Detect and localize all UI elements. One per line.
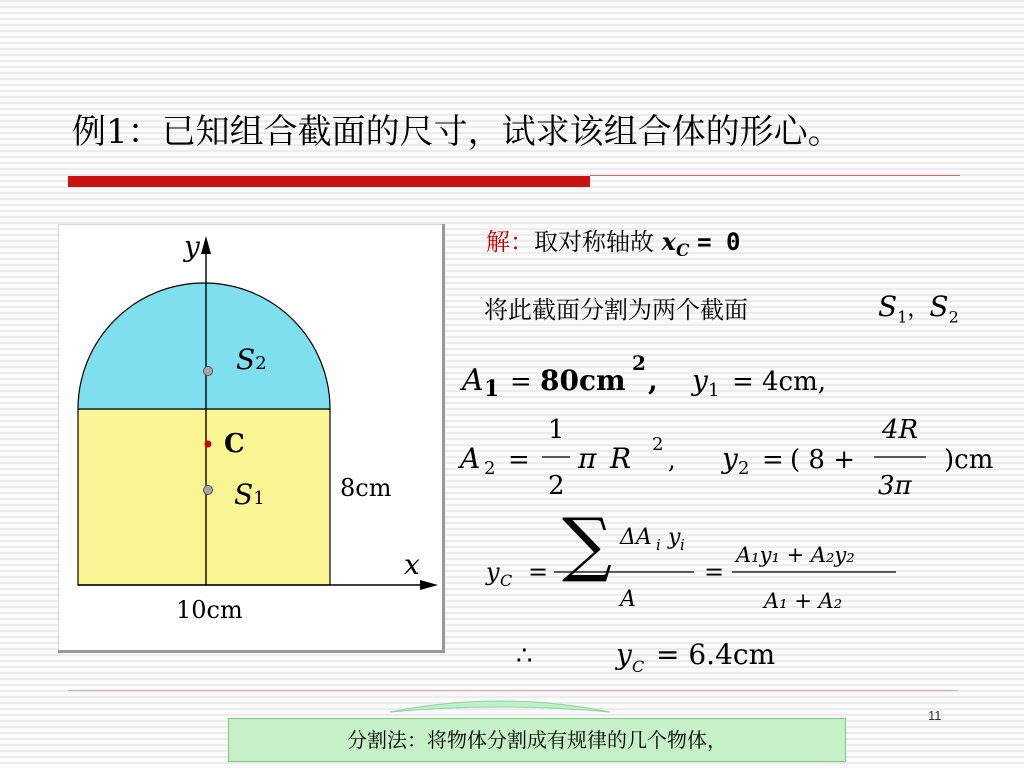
a2-frac-num: 1 — [548, 415, 565, 445]
semicircle-s2 — [78, 283, 330, 409]
y-axis-label: y — [184, 230, 200, 263]
equation-a2-y2 — [456, 410, 1022, 506]
yc-formula-equals-1: = — [528, 558, 549, 586]
solution-line-2 — [484, 290, 748, 325]
figure-panel — [58, 224, 445, 653]
a2-var: A — [460, 442, 481, 475]
xc-var: x — [661, 227, 676, 256]
y2-var: y — [722, 442, 738, 475]
a1-exp: 2 — [632, 351, 646, 375]
result-sub: C — [632, 657, 645, 676]
a2-comma: , — [668, 446, 676, 474]
arrow-shape — [390, 701, 610, 712]
solution-label: 解： — [486, 228, 534, 256]
num1-delta-a: ΔA — [620, 525, 652, 550]
y2-frac-den: 3π — [878, 471, 912, 501]
decorative-arrow — [380, 690, 620, 720]
equation-a1-y1 — [456, 346, 876, 406]
dimension-height: 8cm — [340, 474, 392, 502]
equation-result — [512, 626, 812, 682]
s2-sub: 2 — [948, 307, 959, 327]
centroid-dot-s2 — [204, 367, 213, 376]
result-value: = 6.4cm — [656, 638, 776, 671]
y2-close: )cm — [944, 445, 994, 475]
dimension-width: 10cm — [176, 596, 243, 624]
a2-r: R — [610, 442, 632, 475]
s2-name: S — [929, 290, 949, 323]
num2-expression: A₁y₁ + A₂y₂ — [736, 543, 855, 567]
y2-sub: 2 — [738, 458, 750, 479]
num1-y: y — [668, 525, 681, 550]
y2-open: ( 8 + — [790, 445, 855, 475]
equation-yc-formula — [482, 500, 902, 626]
den2-expression: A₁ + A₂ — [764, 589, 843, 613]
title-underline-thin — [590, 175, 960, 176]
s1-sub: 1 — [897, 307, 908, 327]
a2-sub: 2 — [484, 458, 496, 479]
label-s1: S1 — [234, 478, 265, 511]
a2-exp: 2 — [652, 434, 664, 455]
rectangle-s1 — [78, 409, 330, 585]
a1-value: 80cm — [540, 364, 626, 397]
xc-value: = 0 — [697, 228, 741, 256]
sigma-symbol: ∑ — [562, 503, 612, 585]
s1-name: S — [878, 290, 898, 323]
note-box: 分割法：将物体分割成有规律的几个物体， — [228, 718, 846, 762]
a1-var: A — [462, 363, 484, 398]
a1-equals: = — [510, 367, 532, 397]
num1-y-sub: i — [680, 536, 685, 554]
composite-section-figure — [58, 224, 442, 650]
therefore-symbol: ∴ — [516, 641, 533, 671]
x-axis-arrow — [420, 580, 438, 590]
a2-equals: = — [508, 445, 530, 475]
name-separator: ， — [907, 297, 930, 322]
y1-equals: = — [732, 367, 754, 397]
yc-formula-sub: C — [500, 571, 513, 590]
y1-var: y — [692, 364, 708, 397]
result-var: y — [616, 638, 632, 671]
a1-comma: , — [648, 364, 658, 397]
slide-title: 例1：已知组合截面的尺寸，试求该组合体的形心。 — [72, 112, 842, 152]
y2-frac-num: 4R — [882, 415, 919, 445]
y1-sub: 1 — [708, 380, 720, 401]
centroid-dot-s1 — [204, 486, 213, 495]
split-text: 将此截面分割为两个截面 — [484, 296, 748, 324]
xc-sub: C — [675, 240, 690, 261]
label-centroid-c: C — [224, 429, 245, 459]
a1-sub: 1 — [484, 376, 500, 402]
a2-pi: π — [578, 442, 597, 475]
x-axis-label: x — [404, 548, 420, 581]
y1-value: 4cm, — [762, 367, 827, 397]
solution-line-1 — [486, 222, 740, 261]
symmetry-text: 取对称轴故 — [534, 228, 654, 256]
title-underline-red — [68, 176, 590, 187]
section-names — [878, 290, 959, 327]
label-s2: S2 — [236, 343, 267, 376]
den1-a: A — [620, 587, 636, 612]
page-number: 11 — [928, 708, 942, 723]
yc-formula-equals-2: = — [704, 558, 725, 586]
num1-sub-i: i — [656, 536, 661, 554]
centroid-dot-c — [205, 441, 212, 448]
yc-formula-var: y — [486, 558, 500, 586]
a2-frac-den: 2 — [548, 471, 565, 501]
y2-equals: = — [762, 445, 784, 475]
y-axis-arrow — [201, 236, 211, 254]
